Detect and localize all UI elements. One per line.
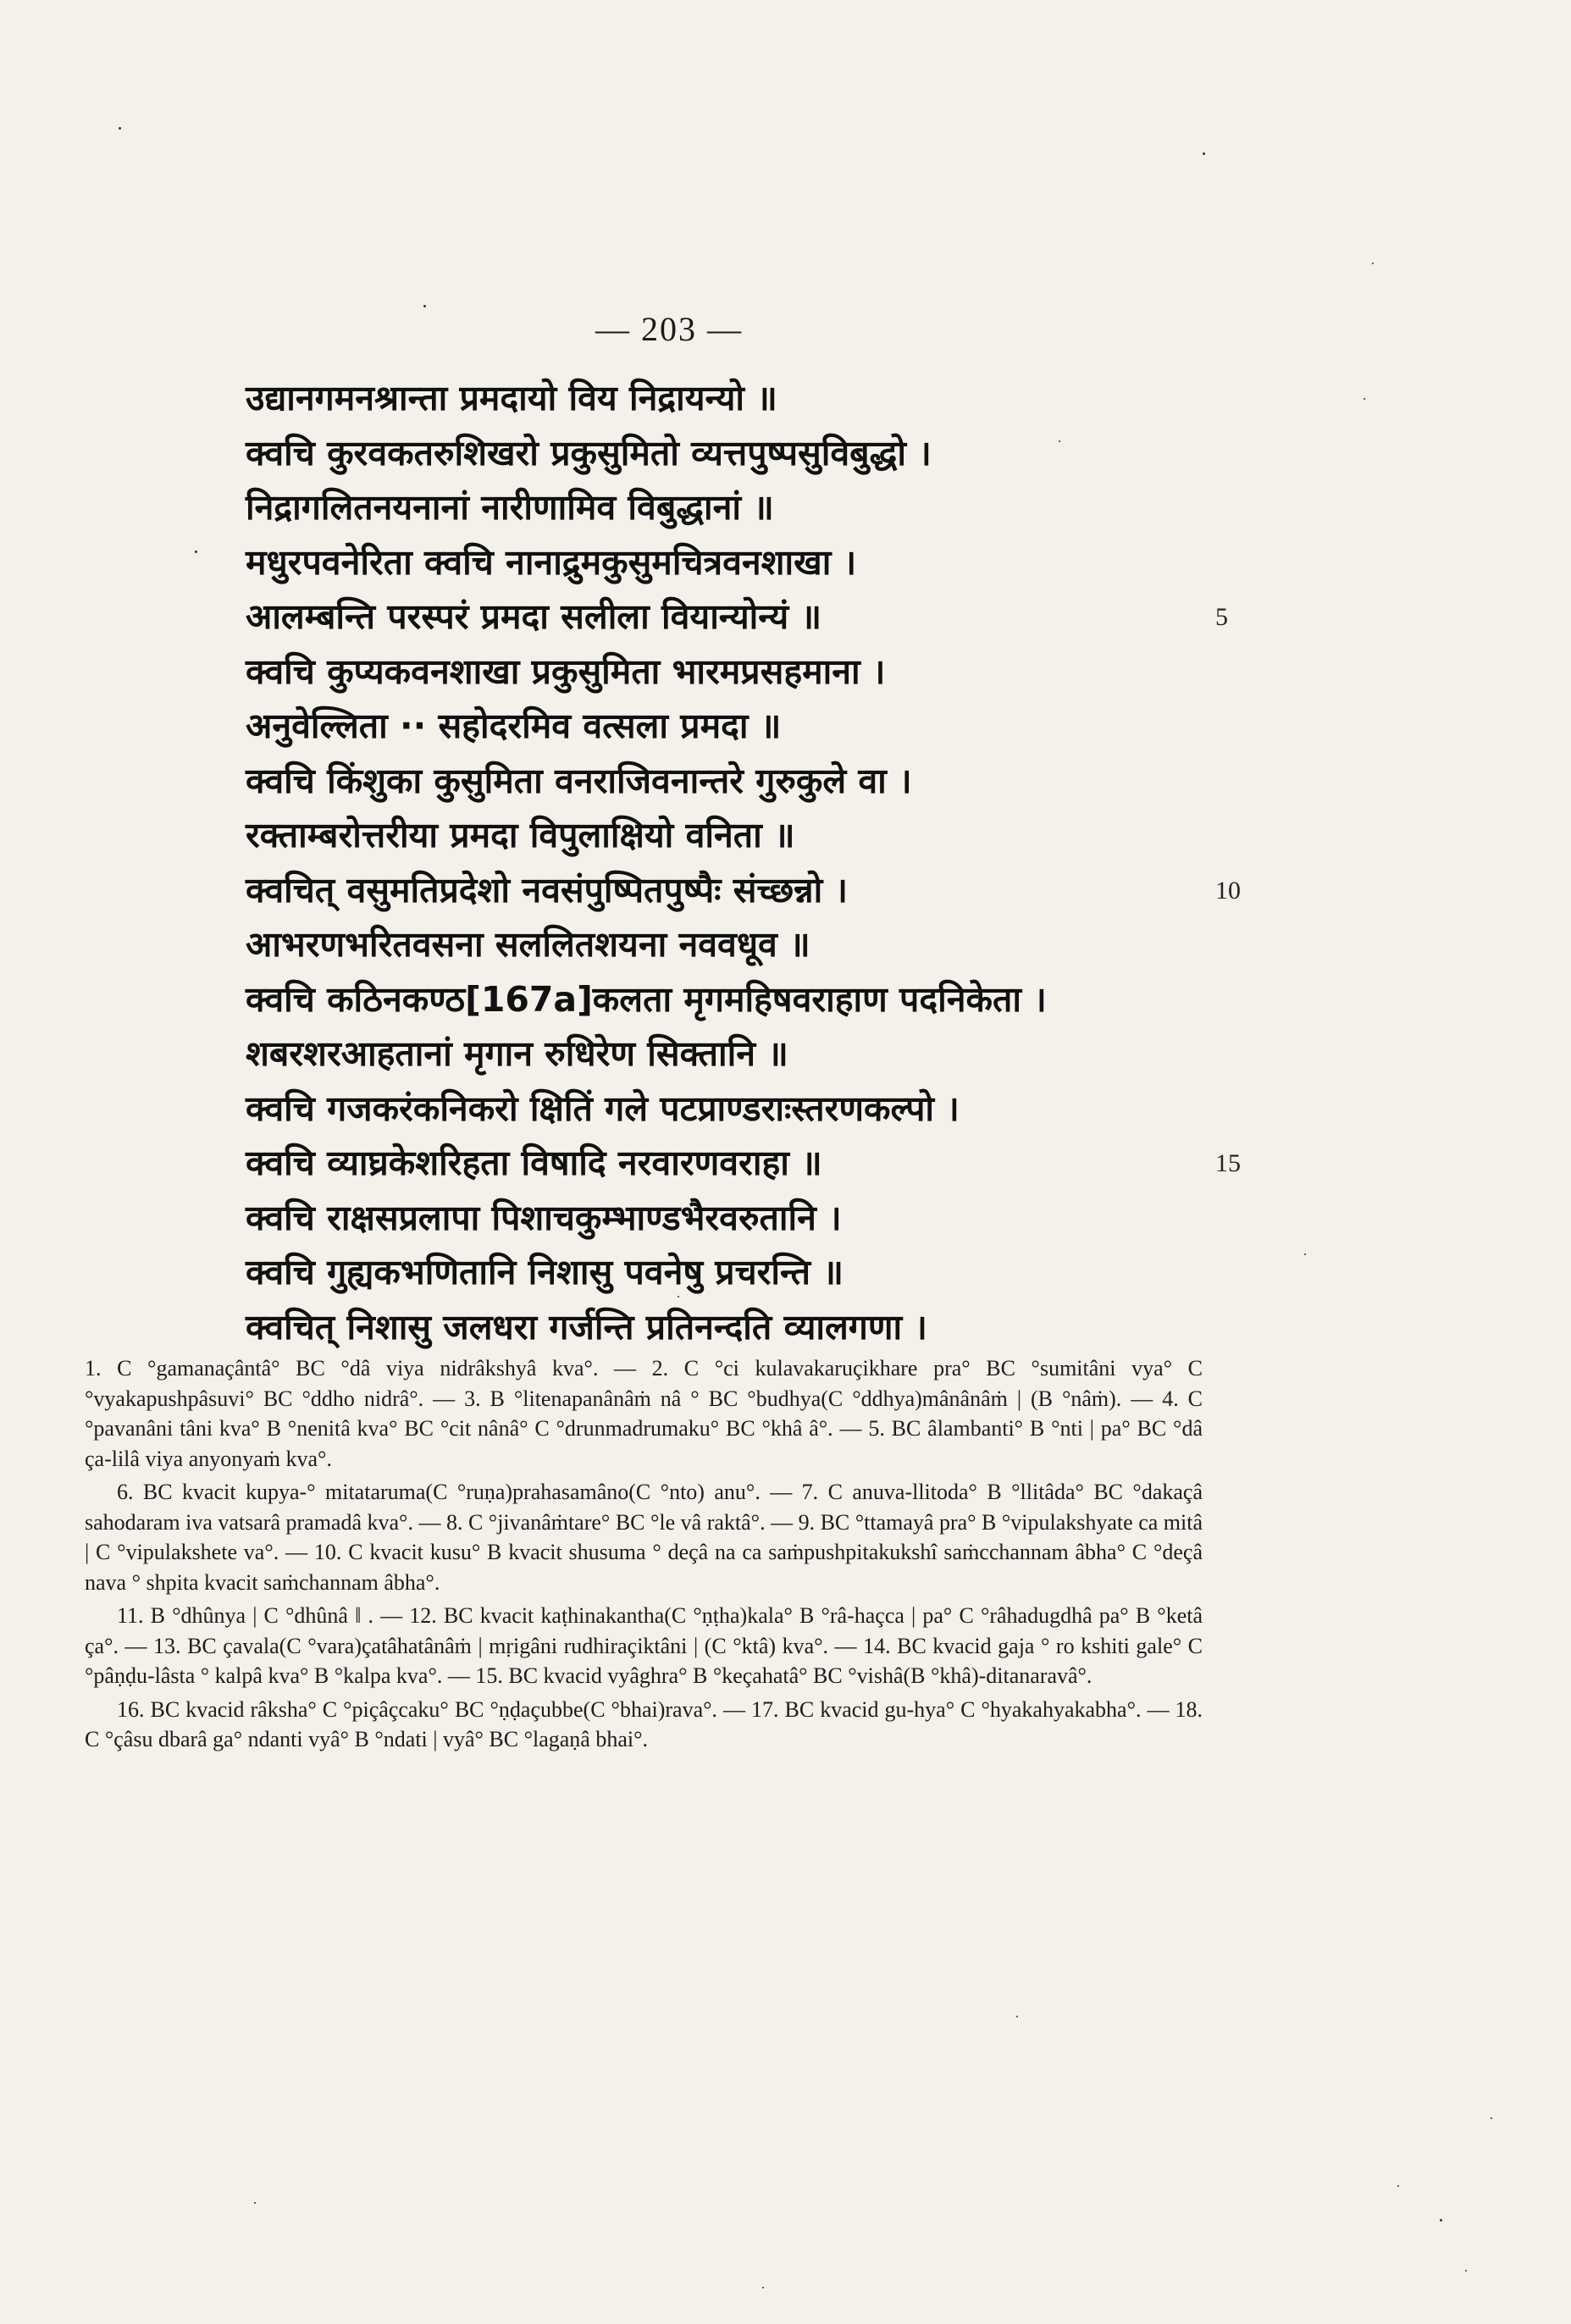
verse-line: क्वचि राक्षसप्रलापा पिशाचकुम्भाण्डभैरवरुतानि । [246, 1197, 842, 1238]
scan-speck [423, 305, 426, 307]
scan-speck [678, 1296, 679, 1298]
scan-speck [1059, 440, 1060, 442]
verse-line: उद्यानगमनश्रान्ता प्रमदायो विय निद्रायन्यो ॥ [246, 378, 777, 418]
scan-speck [119, 127, 121, 130]
scan-speck [1397, 2185, 1399, 2187]
line-number-marker: 10 [1215, 876, 1241, 905]
footnote-paragraph: 1. C °gamanaçântâ° BC °dâ viya nidrâkshyâ kva°. — 2. C °ci kulavakaruçikhare pra° BC °sumitâni vya° C °vyakapushpâsuvi° BC °ddho nidrâ°. — 3. B °litenapanânâṁ nâ ° BC °budhya(C °ddhya)mânânâṁ | (B °nâṁ). — 4. C °pavanâni tâni kva° B °nenitâ kva° BC °cit nânâ° C °drunmadrumaku° BC °khâ â°. — 5. BC âlambanti° B °nti | pa° BC °dâ ça-lilâ viya anyonyaṁ kva°. [85, 1356, 1203, 1471]
verse-line: क्वचि किंशुका कुसुमिता वनराजिवनान्तरे गुरुकुले वा । [246, 760, 912, 801]
verse-line: रक्ताम्बरोत्तरीया प्रमदा विपुलाक्षियो वनिता ॥ [246, 815, 795, 855]
verse-line: मधुरपवनेरिता क्वचि नानाद्रुमकुसुमचित्रवनशाखा । [246, 541, 857, 583]
verse-block [246, 371, 1220, 1354]
scan-speck [1440, 2219, 1442, 2222]
verse-line: क्वचि कुप्यकवनशाखा प्रकुसुमिता भारमप्रसहमाना । [246, 650, 886, 692]
verse-line: क्वचित् वसुमतिप्रदेशो नवसंपुष्पितपुष्पैः संच्छन्नो । [246, 869, 849, 910]
verse-line: क्वचि गजकरंकनिकरो क्षितिं गले पटप्राण्डराःस्तरणकल्पो । [246, 1087, 960, 1129]
verse-line: आभरणभरितवसना सललितशयना नववधूव ॥ [246, 924, 810, 965]
footnotes [85, 1353, 1203, 1758]
verse-line: आलम्बन्ति परस्परं प्रमदा सलीला वियान्योन्यं ॥ [246, 596, 822, 637]
verse-line: क्वचि कठिनकण्ठ[167a]कलता मृगमहिषवराहाण पदनिकेता । [246, 978, 1047, 1020]
scan-speck [1372, 263, 1374, 264]
footnote-paragraph: 16. BC kvacid râksha° C °piçâçcaku° BC °ṇḍaçubbe(C °bhai)rava°. — 17. BC kvacid gu-hya° C °hyakahyakabha°. — 18. C °çâsu dbarâ ga° ndanti vyâ° B °ndati | vyâ° BC °lagaṇâ bhai°. [85, 1696, 1203, 1751]
scan-speck [1465, 2270, 1467, 2271]
scan-speck [1491, 2117, 1492, 2119]
line-number-marker: 5 [1215, 603, 1228, 631]
scan-speck [195, 551, 197, 553]
scan-speck [762, 2287, 764, 2288]
verse-line: निद्रागलितनयनानां नारीणामिव विबुद्धानां ॥ [246, 487, 774, 528]
line-number-marker: 15 [1215, 1149, 1241, 1177]
verse-line: क्वचित् निशासु जलधरा गर्जन्ति प्रतिनन्दति व्यालगणा । [246, 1306, 927, 1347]
page-number: — 203 — [595, 310, 743, 348]
verse-line: क्वचि व्याघ्रकेशरिहता विषादि नरवारणवराहा ॥ [246, 1143, 822, 1183]
verse-line: अनुवेल्लिता ·· सहोदरमिव वत्सला प्रमदा ॥ [246, 706, 782, 746]
footnote-paragraph: 11. B °dhûnya | C °dhûnâ ‖ . — 12. BC kvacit kaṭhinakantha(C °ṇṭha)kala° B °râ-haçca | pa° C °râhadugdhâ pa° B °ketâ ça°. — 13. BC çavala(C °vara)çatâhatânâṁ | mṛigâni rudhiraçiktâni | (C °ktâ) kva°. — 14. BC kvacid gaja ° ro kshiti gale° C °pâṇḍu-lâsta ° kalpâ kva° B °kalpa kva°. — 15. BC kvacid vyâghra° B °keçahatâ° BC °vishâ(B °khâ)-ditanaravâ°. [85, 1603, 1203, 1688]
scan-speck [1304, 1253, 1306, 1255]
verse-line: शबरशरआहतानां मृगान रुधिरेण सिक्तानि ॥ [246, 1033, 788, 1074]
scan-speck [1364, 398, 1365, 400]
verse-line: क्वचि कुरवकतरुशिखरो प्रकुसुमितो व्यत्तपुष्पसुविबुद्धो । [246, 432, 932, 473]
verse-line: क्वचि गुह्यकभणितानि निशासु पवनेषु प्रचरन्ति ॥ [246, 1252, 844, 1292]
scan-speck [1016, 2016, 1018, 2017]
footnote-paragraph: 6. BC kvacit kupya-° mitataruma(C °ruṇa)prahasamâno(C °nto) anu°. — 7. C anuva-llitoda° B °llitâda° BC °dakaçâ sahodaram iva vatsarâ pramadâ kva°. — 8. C °jivanâṁtare° BC °le vâ raktâ°. — 9. BC °ttamayâ pra° B °vipulakshyate ca mitâ | C °vipulakshete va°. — 10. C kvacit kusu° B kvacit shusuma ° deçâ na ca saṁpushpitakukshî saṁcchannam âbha° C °deçâ nava ° shpita kvacit saṁchannam âbha°. [85, 1480, 1203, 1595]
scan-speck [1203, 152, 1205, 155]
scan-speck [254, 2202, 256, 2204]
